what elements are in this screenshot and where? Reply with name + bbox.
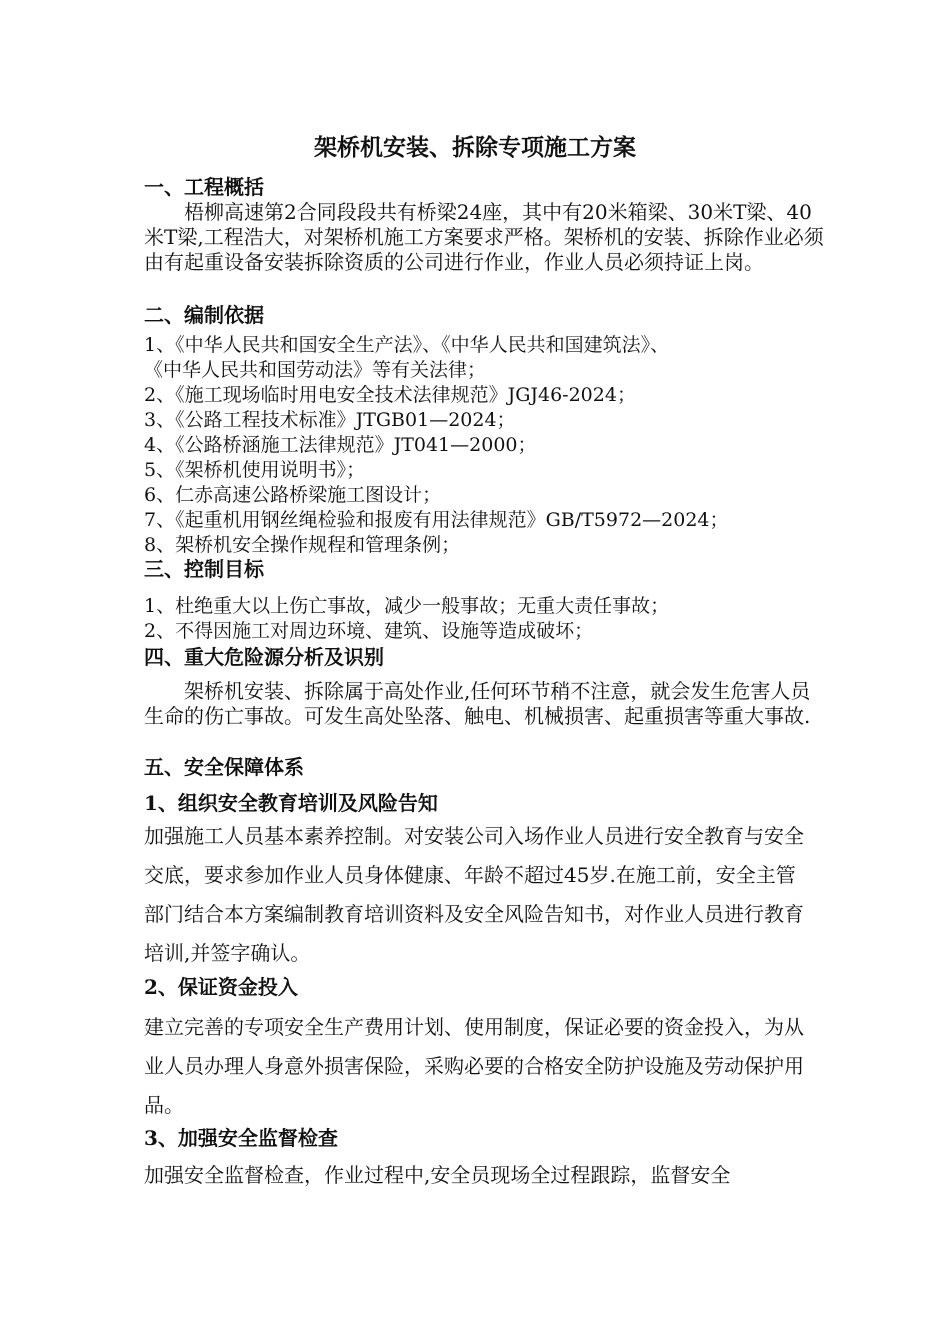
subsection-heading-funding: 2、保证资金投入 bbox=[144, 975, 298, 999]
list-item: 6、仁赤高速公路桥梁施工图设计； bbox=[144, 484, 442, 506]
list-item: 1、杜绝重大以上伤亡事故，减少一般事故；无重大责任事故； bbox=[144, 595, 670, 617]
subsection-heading-training: 1、组织安全教育培训及风险告知 bbox=[144, 791, 438, 815]
list-item: 《中华人民共和国劳动法》等有关法律； bbox=[144, 359, 487, 381]
subsection-body-funding: 建立完善的专项安全生产费用计划、使用制度，保证必要的资金投入，为从业人员办理人身意外损害保险，采购必要的合格安全防护设施及劳动保护用品。 bbox=[144, 1015, 804, 1117]
list-item: 5、《架桥机使用说明书》； bbox=[144, 459, 366, 481]
list-item: 4、《公路桥涵施工法律规范》JT041—2000； bbox=[144, 434, 537, 456]
targets-list bbox=[144, 594, 844, 644]
section-heading-basis: 二、编制依据 bbox=[144, 303, 264, 327]
list-item: 7、《起重机用钢丝绳检验和报废有用法律规范》GB/T5972—2024； bbox=[144, 509, 729, 531]
list-item: 3、《公路工程技术标准》JTGB01—2024； bbox=[144, 409, 516, 431]
section-heading-hazards: 四、重大危险源分析及识别 bbox=[144, 645, 384, 669]
list-item: 2、不得因施工对周边环境、建筑、设施等造成破坏； bbox=[144, 620, 594, 642]
subsection-body-training: 加强施工人员基本素养控制。对安装公司入场作业人员进行安全教育与安全交底，要求参加作业人员身体健康、年龄不超过45岁.在施工前，安全主管部门结合本方案编制教育培训资料及安全风险告知书，对作业人员进行教育培训,并签字确认。 bbox=[144, 824, 804, 965]
section-heading-overview: 一、工程概括 bbox=[144, 175, 264, 199]
section-heading-targets: 三、控制目标 bbox=[144, 557, 264, 581]
section-body-hazards: 架桥机安装、拆除属于高处作业,任何环节稍不注意，就会发生危害人员生命的伤亡事故。可发生高处坠落、触电、机械损害、起重损害等重大事故. bbox=[144, 679, 811, 728]
list-item: 2、《施工现场临时用电安全技术法律规范》JGJ46-2024； bbox=[144, 384, 636, 406]
basis-list bbox=[144, 333, 844, 558]
section-heading-safety-system: 五、安全保障体系 bbox=[144, 755, 304, 779]
subsection-body-supervision: 加强安全监督检查，作业过程中,安全员现场全过程跟踪，监督安全 bbox=[144, 1163, 731, 1187]
subsection-heading-supervision: 3、加强安全监督检查 bbox=[144, 1126, 338, 1150]
list-item: 1、《中华人民共和国安全生产法》、《中华人民共和国建筑法》、 bbox=[144, 334, 670, 356]
section-body-overview: 梧柳高速第2合同段段共有桥梁24座，其中有20米箱梁、30米T梁、40米T梁,工程浩大，对架桥机施工方案要求严格。架桥机的安装、拆除作业必须由有起重设备安装拆除资质的公司进行作业，作业人员必须持证上岗。 bbox=[144, 200, 824, 274]
list-item: 8、架桥机安全操作规程和管理条例； bbox=[144, 534, 461, 556]
document-title: 架桥机安装、拆除专项施工方案 bbox=[314, 134, 636, 161]
